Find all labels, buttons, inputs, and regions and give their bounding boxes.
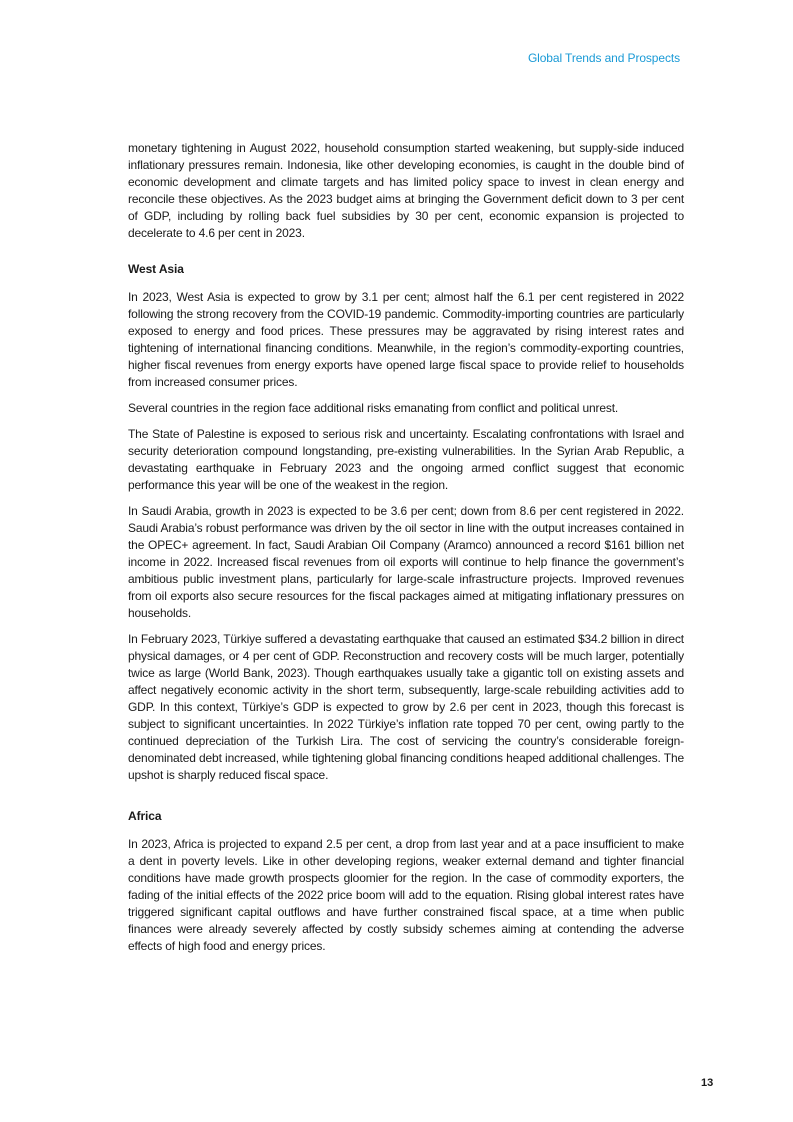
page-body bbox=[128, 140, 684, 964]
body-paragraph: monetary tightening in August 2022, household consumption started weakening, but supply-side induced inflationary pressures remain. Indonesia, like other developing economies, is caught in the double bind of economic development and climate targets and has limited policy space to invest in clean energy and reconcile these objectives. As the 2023 budget aims at bringing the Government deficit down to 3 per cent of GDP, including by rolling back fuel subsidies by 30 per cent, economic expansion is projected to decelerate to 4.6 per cent in 2023. bbox=[128, 141, 684, 240]
page-number: 13 bbox=[701, 1077, 714, 1089]
body-paragraph: In Saudi Arabia, growth in 2023 is expected to be 3.6 per cent; down from 8.6 per cent registered in 2022. Saudi Arabia’s robust performance was driven by the oil sector in line with the output increases contained in the OPEC+ agreement. In fact, Saudi Arabian Oil Company (Aramco) announced a record $161 billion net income in 2022. Increased fiscal revenues from oil exports will continue to help finance the government’s ambitious public investment plans, particularly for large-scale infrastructure projects. Improved revenues from oil exports also secure resources for the fiscal packages aimed at mitigating inflationary pressures on households. bbox=[128, 504, 684, 620]
body-paragraph: In February 2023, Türkiye suffered a devastating earthquake that caused an estimated $34.2 billion in direct physical damages, or 4 per cent of GDP. Reconstruction and recovery costs will be much larger, potentially twice as large (World Bank, 2023). Though earthquakes usually take a gigantic toll on existing assets and affect negatively economic activity in the short term, subsequently, large-scale rebuilding activities add to GDP. In this context, Türkiye’s GDP is expected to grow by 2.6 per cent in 2023, though this forecast is subject to significant uncertainties. In 2022 Türkiye’s inflation rate topped 70 per cent, owing partly to the continued depreciation of the Turkish Lira. The cost of servicing the country’s considerable foreign-denominated debt increased, while tightening global financing conditions heaped additional challenges. The upshot is sharply reduced fiscal space. bbox=[128, 632, 684, 782]
body-paragraph: The State of Palestine is exposed to serious risk and uncertainty. Escalating confrontations with Israel and security deterioration compound longstanding, pre-existing vulnerabilities. In the Syrian Arab Republic, a devastating earthquake in February 2023 and the ongoing armed conflict suggest that economic performance this year will be one of the weakest in the region. bbox=[128, 427, 684, 492]
section-heading-africa: Africa bbox=[128, 809, 162, 823]
body-paragraph: Several countries in the region face additional risks emanating from conflict and political unrest. bbox=[128, 401, 619, 415]
running-header-title: Global Trends and Prospects bbox=[527, 51, 680, 65]
body-paragraph: In 2023, Africa is projected to expand 2.5 per cent, a drop from last year and at a pace insufficient to make a dent in poverty levels. Like in other developing regions, weaker external demand and tighter financial conditions have made growth prospects gloomier for the region. In the case of commodity exporters, the fading of the initial effects of the 2022 price boom will add to the equation. Rising global interest rates have triggered significant capital outflows and have further constrained fiscal space, at a time when public finances were already severely affected by costly subsidy schemes aiming at contending the adverse effects of high food and energy prices. bbox=[128, 837, 684, 953]
section-heading-west-asia: West Asia bbox=[128, 262, 184, 276]
body-paragraph: In 2023, West Asia is expected to grow by 3.1 per cent; almost half the 6.1 per cent registered in 2022 following the strong recovery from the COVID-19 pandemic. Commodity-importing countries are particularly exposed to energy and food prices. These pressures may be aggravated by rising interest rates and tightening of international financing conditions. Meanwhile, in the region’s commodity-exporting countries, higher fiscal revenues from energy exports have opened large fiscal space to provide relief to households from increased consumer prices. bbox=[128, 290, 684, 389]
